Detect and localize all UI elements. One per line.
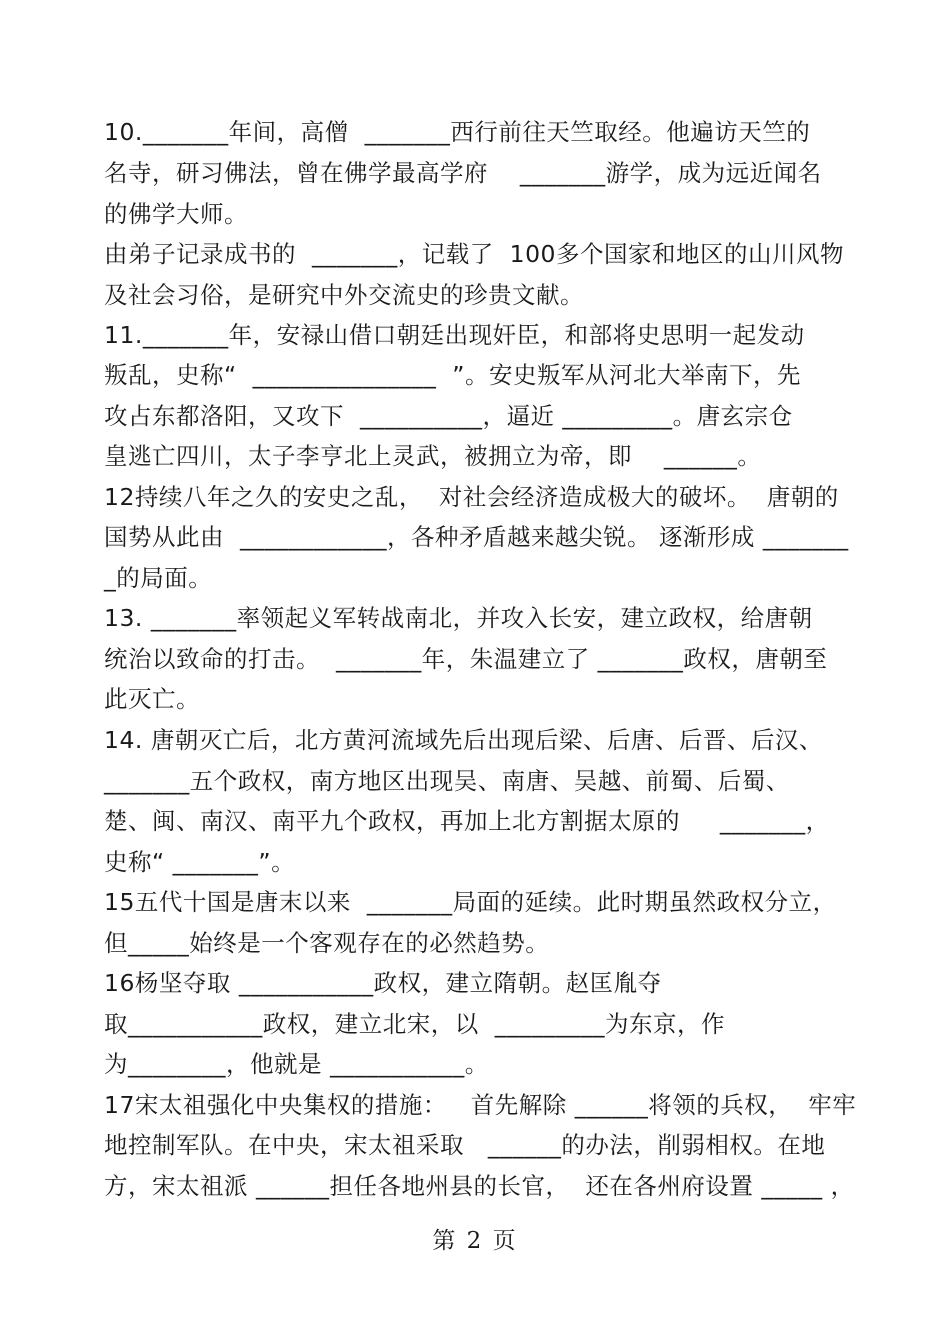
text-line: 10._______年间，高僧 _______西行前往天竺取经。他遍访天竺的 — [104, 118, 811, 146]
text-line: 史称“ _______”。 — [104, 848, 296, 876]
text-line: 统治以致命的打击。 _______年，朱温建立了 _______政权，唐朝至 — [104, 645, 828, 673]
text-line: 12持续八年之久的安史之乱， 对社会经济造成极大的破坏。 唐朝的 — [104, 483, 839, 511]
text-line: 11._______年，安禄山借口朝廷出现奸臣，和部将史思明一起发动 — [104, 321, 805, 349]
text-line: 17宋太祖强化中央集权的措施： 首先解除 ______将领的兵权， 牢牢 — [104, 1091, 857, 1119]
text-line: 楚、闽、南汉、南平九个政权，再加上北方割据太原的 _______， — [104, 807, 830, 835]
text-line: 但_____始终是一个客观存在的必然趋势。 — [104, 929, 550, 957]
text-line: 的佛学大师。 — [104, 200, 248, 228]
text-line: 地控制军队。在中央，宋太祖采取 ______的办法，削弱相权。在地 — [104, 1131, 826, 1159]
text-line: 14. 唐朝灭亡后，北方黄河流域先后出现后梁、后唐、后晋、后汉、 — [104, 726, 823, 754]
text-line: 国势从此由 ____________，各种矛盾越来越尖锐。 逐渐形成 _______ — [104, 523, 849, 551]
text-line: 皇逃亡四川，太子李亨北上灵武，被拥立为帝，即 ______。 — [104, 442, 762, 470]
text-line: 攻占东都洛阳，又攻下 __________，逼近 _________。唐玄宗仓 — [104, 402, 793, 430]
page-number: 第 2 页 — [432, 1228, 518, 1254]
text-line: 取___________政权，建立北宋，以 _________为东京，作 — [104, 1010, 725, 1038]
text-line: 16杨坚夺取 ___________政权，建立隋朝。赵匡胤夺 — [104, 969, 662, 997]
text-line: 15五代十国是唐末以来 _______局面的延续。此时期虽然政权分立， — [104, 888, 837, 916]
text-line: _的局面。 — [104, 564, 213, 592]
text-line: 叛乱，史称“ _______________ ”。安史叛军从河北大举南下，先 — [104, 361, 801, 389]
text-line: 13. _______率领起义军转战南北，并攻入长安，建立政权，给唐朝 — [104, 604, 813, 632]
text-line: 由弟子记录成书的 _______，记载了 100多个国家和地区的山川风物 — [104, 240, 844, 268]
text-line: 此灭亡。 — [104, 685, 200, 713]
text-line: 名寺，研习佛法，曾在佛学最高学府 _______游学，成为远近闻名 — [104, 159, 822, 187]
text-line: 为________，他就是 ___________。 — [104, 1050, 489, 1078]
text-line: _______五个政权，南方地区出现吴、南唐、吴越、前蜀、后蜀、 — [104, 767, 790, 795]
text-line: 及社会习俗，是研究中外交流史的珍贵文献。 — [104, 281, 584, 309]
text-line: 方，宋太祖派 ______担任各地州县的长官， 还在各州府设置 _____ ， — [104, 1172, 855, 1200]
